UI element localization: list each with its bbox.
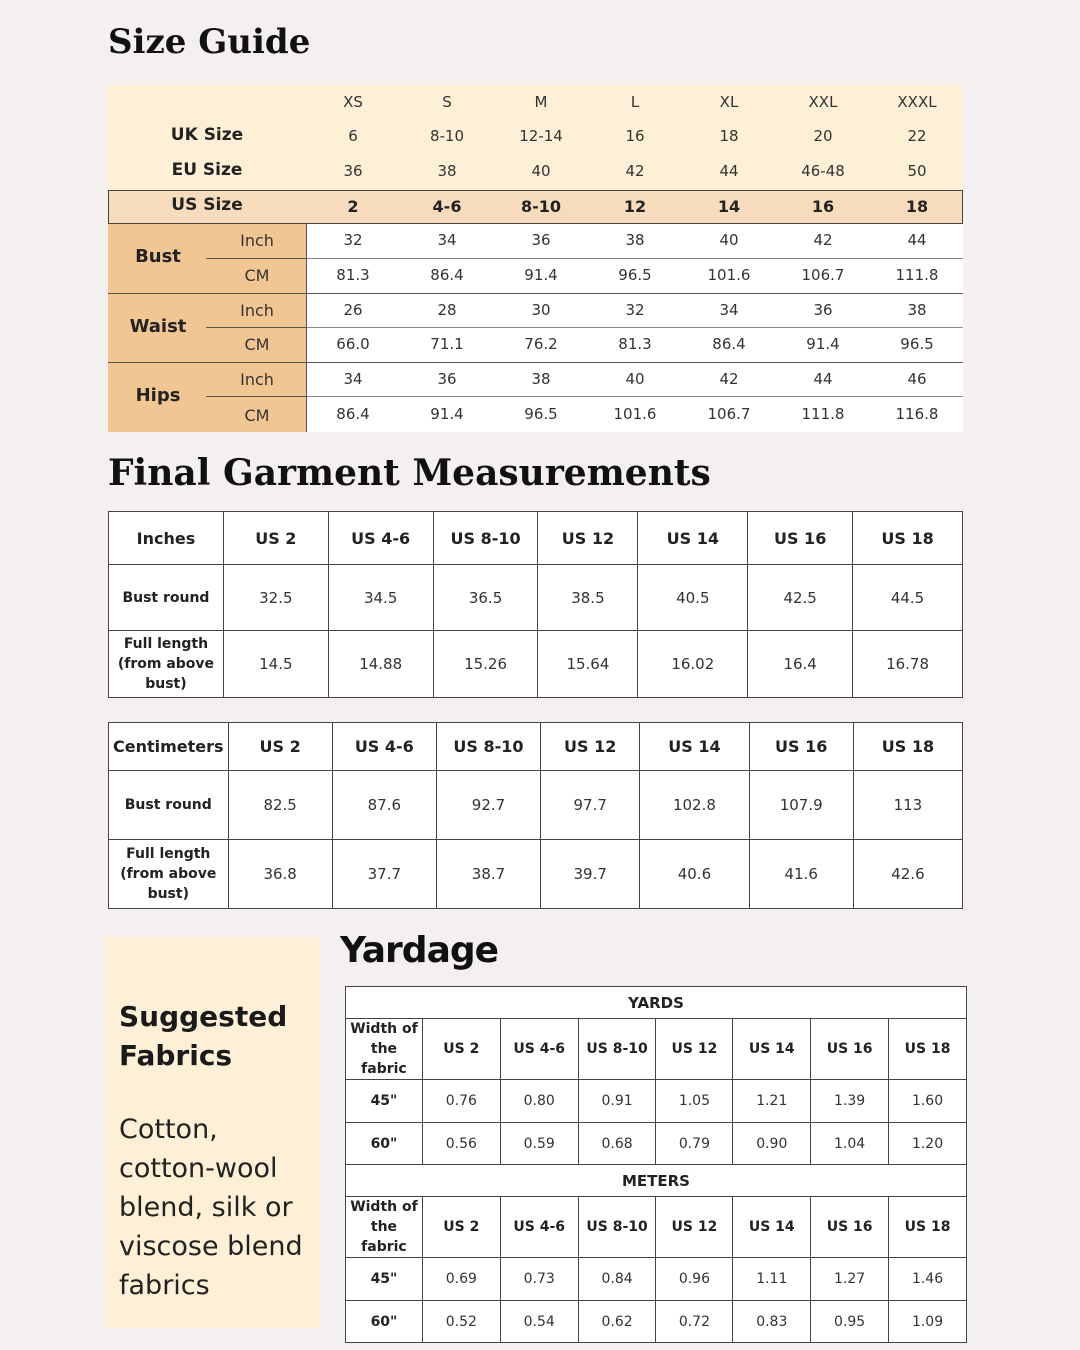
column-header: US 12 [541,723,640,771]
table-cell: 0.83 [733,1301,811,1343]
table-cell: 1.04 [811,1123,889,1165]
suggested-fabrics-title: Suggested Fabrics [119,1000,288,1072]
row-label: Full length (from above bust) [109,840,229,909]
table-cell: 14.88 [328,631,433,698]
bust-cm-value: 91.4 [524,266,558,284]
table-corner-label: Inches [109,512,224,565]
column-header: US 2 [228,723,332,771]
suggested-fabrics-text: Cotton, cotton-wool blend, silk or viscose blend fabrics [119,1114,303,1301]
column-header: US 14 [640,723,749,771]
table-cell: 107.9 [749,771,853,840]
table-row [346,1258,967,1301]
uk-size-label: UK Size [170,125,244,145]
column-header: US 12 [656,1019,733,1080]
column-header: US 4-6 [500,1019,578,1080]
uk-size-value: 22 [907,127,927,145]
garment-centimeters-table [108,722,963,909]
column-header: US 18 [853,512,963,565]
final-garment-title: Final Garment Measurements [108,452,711,494]
row-divider [108,362,963,363]
column-header: US 12 [656,1197,733,1258]
table-cell: 0.76 [422,1080,500,1123]
eu-size-value: 40 [531,162,551,180]
hips-inch-value: 44 [813,370,833,388]
size-guide-table [108,85,963,432]
table-cell: 0.72 [656,1301,733,1343]
column-header: US 16 [749,723,853,771]
column-header: US 4-6 [328,512,433,565]
uk-size-value: 16 [625,127,645,145]
row-label: 60" [346,1301,423,1343]
table-cell: 1.60 [889,1080,967,1123]
table-cell: 1.27 [811,1258,889,1301]
row-label: 60" [346,1123,423,1165]
row-label: 45" [346,1080,423,1123]
row-label: Bust round [109,565,224,631]
letter-size: XS [343,93,363,111]
table-cell: 0.79 [656,1123,733,1165]
table-corner-label: Centimeters [109,723,229,771]
column-header: US 2 [422,1197,500,1258]
table-row [109,840,963,909]
column-header: US 2 [223,512,328,565]
eu-size-value: 50 [907,162,927,180]
table-cell: 87.6 [332,771,436,840]
size-guide-title: Size Guide [108,22,311,62]
row-label: Bust round [109,771,229,840]
column-header: US 8-10 [436,723,540,771]
waist-cm-value: 71.1 [430,335,464,353]
hips-cm-value: 106.7 [707,405,751,423]
eu-size-value: 42 [625,162,645,180]
hips-label: Hips [135,385,181,406]
waist-cm-value: 81.3 [618,335,652,353]
hips-inch-value: 36 [437,370,457,388]
table-cell: 0.96 [656,1258,733,1301]
table-cell: 0.59 [500,1123,578,1165]
table-row [346,1080,967,1123]
table-cell: 113 [853,771,962,840]
bust-inch-value: 38 [625,231,645,249]
table-cell: 38.7 [436,840,540,909]
row-label: 45" [346,1258,423,1301]
table-cell: 1.09 [889,1301,967,1343]
column-header: US 4-6 [500,1197,578,1258]
eu-size-label: EU Size [171,160,243,180]
column-divider [306,224,307,432]
table-cell: 36.8 [228,840,332,909]
column-header: US 16 [811,1019,889,1080]
waist-cm-value: 86.4 [712,335,746,353]
waist-inch-value: 36 [813,301,833,319]
table-cell: 0.90 [733,1123,811,1165]
bust-cm-value: 96.5 [618,266,652,284]
table-corner-label: Width of the fabric [346,1019,423,1080]
column-header: US 16 [811,1197,889,1258]
waist-cm-value: 66.0 [336,335,370,353]
uk-size-value: 8-10 [429,127,465,145]
table-cell: 34.5 [328,565,433,631]
us-size-value: 18 [905,197,929,216]
table-cell: 0.84 [578,1258,656,1301]
table-cell: 39.7 [541,840,640,909]
waist-unit-divider [206,327,306,328]
waist-inch-value: 28 [437,301,457,319]
table-row [109,565,963,631]
table-cell: 0.80 [500,1080,578,1123]
table-corner-label: Width of the fabric [346,1197,423,1258]
column-header: US 16 [748,512,853,565]
us-size-value: 12 [623,197,647,216]
bust-cm-value: 81.3 [336,266,370,284]
eu-size-value: 38 [437,162,457,180]
table-cell: 40.5 [638,565,748,631]
table-cell: 32.5 [223,565,328,631]
waist-cm-value: 96.5 [900,335,934,353]
hips-unit-divider [206,396,306,397]
column-header: US 4-6 [332,723,436,771]
table-cell: 1.05 [656,1080,733,1123]
row-subdivider [306,327,963,328]
hips-cm-value: 91.4 [430,405,464,423]
column-header: US 12 [538,512,638,565]
uk-size-value: 20 [813,127,833,145]
hips-inch-value: 40 [625,370,645,388]
table-row [346,1123,967,1165]
bust-inch-value: 42 [813,231,833,249]
waist-inch-value: 34 [719,301,739,319]
row-subdivider [306,258,963,259]
waist-inch-label: Inch [240,301,274,320]
table-cell: 42.5 [748,565,853,631]
bust-cm-label: CM [244,266,270,285]
letter-size: XXL [808,93,838,111]
waist-inch-value: 32 [625,301,645,319]
table-cell: 0.69 [422,1258,500,1301]
table-cell: 1.46 [889,1258,967,1301]
hips-cm-value: 111.8 [801,405,845,423]
table-cell: 16.4 [748,631,853,698]
table-cell: 41.6 [749,840,853,909]
table-cell: 15.26 [433,631,538,698]
table-cell: 82.5 [228,771,332,840]
letter-size: XXXL [897,93,937,111]
garment-inches-table [108,511,963,698]
hips-cm-value: 86.4 [336,405,370,423]
bust-cm-value: 86.4 [430,266,464,284]
table-row [346,1301,967,1343]
bust-cm-value: 106.7 [801,266,845,284]
us-size-value: 14 [717,197,741,216]
hips-cm-label: CM [244,406,270,425]
bust-inch-value: 44 [907,231,927,249]
suggested-fabrics-panel [105,937,320,1328]
eu-size-value: 36 [343,162,363,180]
table-cell: 0.62 [578,1301,656,1343]
table-cell: 0.56 [422,1123,500,1165]
column-header: US 8-10 [578,1197,656,1258]
hips-cm-value: 101.6 [613,405,657,423]
bust-inch-value: 40 [719,231,739,249]
table-cell: 44.5 [853,565,963,631]
table-cell: 92.7 [436,771,540,840]
row-divider [108,293,963,294]
bust-inch-value: 36 [531,231,551,249]
uk-size-value: 6 [348,127,358,145]
table-cell: 0.73 [500,1258,578,1301]
table-cell: 0.54 [500,1301,578,1343]
table-cell: 38.5 [538,565,638,631]
us-size-value: 2 [347,197,359,216]
column-header: US 14 [638,512,748,565]
table-cell: 16.78 [853,631,963,698]
table-cell: 0.91 [578,1080,656,1123]
waist-inch-value: 38 [907,301,927,319]
bust-inch-value: 32 [343,231,363,249]
table-cell: 1.11 [733,1258,811,1301]
hips-inch-label: Inch [240,370,274,389]
eu-size-value: 44 [719,162,739,180]
bust-cm-value: 111.8 [895,266,939,284]
table-cell: 0.52 [422,1301,500,1343]
us-size-value: 8-10 [520,197,562,216]
hips-inch-value: 38 [531,370,551,388]
column-header: US 8-10 [433,512,538,565]
hips-inch-value: 34 [343,370,363,388]
letter-size: XL [719,93,739,111]
waist-inch-value: 30 [531,301,551,319]
table-row [109,771,963,840]
table-cell: 14.5 [223,631,328,698]
column-header: US 18 [853,723,962,771]
table-row [109,631,963,698]
uk-size-value: 12-14 [519,127,563,145]
waist-cm-value: 76.2 [524,335,558,353]
waist-label: Waist [129,316,187,337]
yardage-meters-table [345,1164,967,1343]
us-size-value: 16 [811,197,835,216]
uk-size-value: 18 [719,127,739,145]
letter-size: S [442,93,452,111]
column-header: US 14 [733,1019,811,1080]
column-header: US 14 [733,1197,811,1258]
table-cell: 102.8 [640,771,749,840]
table-cell: 97.7 [541,771,640,840]
table-caption: METERS [346,1165,967,1197]
letter-size: M [534,93,548,111]
column-header: US 2 [422,1019,500,1080]
us-size-value: 4-6 [432,197,462,216]
size-guide-body-bg [306,224,963,432]
table-cell: 16.02 [638,631,748,698]
column-header: US 8-10 [578,1019,656,1080]
table-cell: 40.6 [640,840,749,909]
yardage-title: Yardage [340,930,499,971]
table-cell: 42.6 [853,840,962,909]
us-size-label: US Size [171,195,243,215]
bust-inch-label: Inch [240,231,274,250]
table-cell: 37.7 [332,840,436,909]
table-caption: YARDS [346,987,967,1019]
row-label: Full length (from above bust) [109,631,224,698]
letter-size: L [630,93,640,111]
table-cell: 15.64 [538,631,638,698]
eu-size-value: 46-48 [801,162,845,180]
hips-inch-value: 42 [719,370,739,388]
waist-inch-value: 26 [343,301,363,319]
row-subdivider [306,396,963,397]
bust-unit-divider [206,258,306,259]
table-cell: 1.20 [889,1123,967,1165]
waist-cm-label: CM [244,335,270,354]
bust-cm-value: 101.6 [707,266,751,284]
yardage-yards-table [345,986,967,1165]
column-header: US 18 [889,1019,967,1080]
waist-cm-value: 91.4 [806,335,840,353]
hips-cm-value: 116.8 [895,405,939,423]
table-cell: 0.95 [811,1301,889,1343]
table-cell: 0.68 [578,1123,656,1165]
hips-inch-value: 46 [907,370,927,388]
table-cell: 36.5 [433,565,538,631]
column-header: US 18 [889,1197,967,1258]
table-cell: 1.21 [733,1080,811,1123]
hips-cm-value: 96.5 [524,405,558,423]
table-cell: 1.39 [811,1080,889,1123]
bust-label: Bust [135,246,181,267]
bust-inch-value: 34 [437,231,457,249]
